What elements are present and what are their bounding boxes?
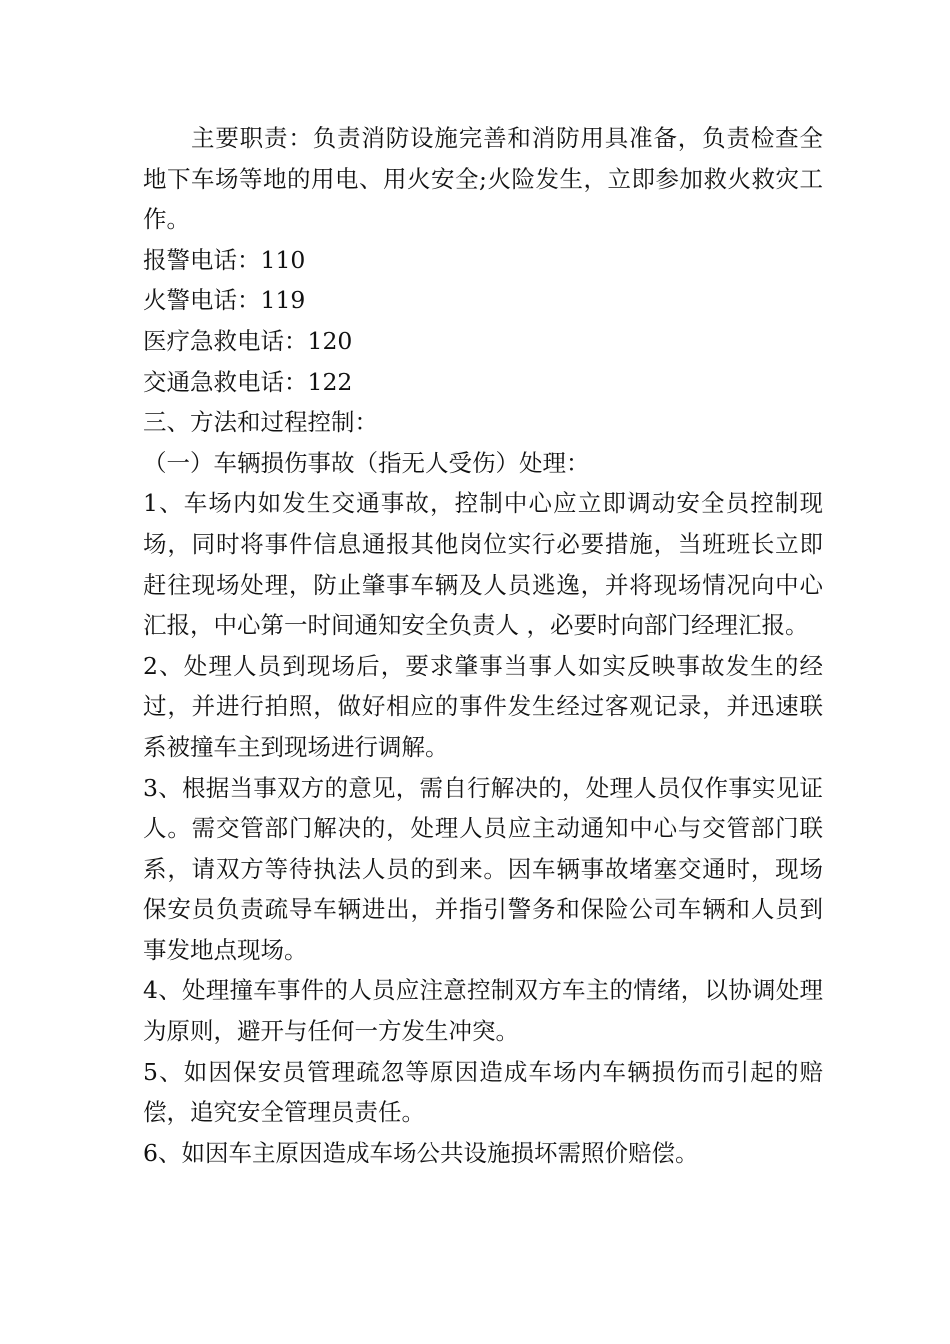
list-item: 1、车场内如发生交通事故，控制中心应立即调动安全员控制现场，同时将事件信息通报其他岗位实行必要措施，当班班长立即赶往现场处理，防止肇事车辆及人员逃逸，并将现场情况向中心汇报，中心第一时间通知安全负责人 ，必要时向部门经理汇报。: [143, 489, 823, 640]
list-item: 5、如因保安员管理疏忽等原因造成车场内车辆损伤而引起的赔偿，追究安全管理员责任。: [143, 1057, 823, 1127]
section-heading: 三、方法和过程控制：: [143, 408, 378, 437]
list-item: 4、处理撞车事件的人员应注意控制双方车主的情绪，以协调处理为原则，避开与任何一方发生冲突。: [143, 976, 823, 1046]
list-item: 6、如因车主原因造成车场公共设施损坏需照价赔偿。: [143, 1138, 699, 1167]
list-item: 2、处理人员到现场后，要求肇事当事人如实反映事故发生的经过，并进行拍照，做好相应的事件发生经过客观记录，并迅速联系被撞车主到现场进行调解。: [143, 651, 823, 761]
subsection-heading: （一）车辆损伤事故（指无人受伤）处理：: [143, 448, 590, 477]
contact-traffic: 交通急救电话：122: [143, 367, 353, 396]
contact-medical: 医疗急救电话：120: [143, 326, 353, 355]
document-body: [143, 118, 823, 1173]
duties-paragraph: 主要职责：负责消防设施完善和消防用具准备，负责检查全地下车场等地的用电、用火安全;火险发生，立即参加救火救灾工作。: [143, 124, 823, 234]
list-item: 3、根据当事双方的意见，需自行解决的，处理人员仅作事实见证人。需交管部门解决的，处理人员应主动通知中心与交管部门联系，请双方等待执法人员的到来。因车辆事故堵塞交通时，现场保安员负责疏导车辆进出，并指引警务和保险公司车辆和人员到事发地点现场。: [143, 773, 823, 964]
contact-fire: 火警电话：119: [143, 286, 306, 315]
contact-police: 报警电话：110: [143, 245, 306, 274]
